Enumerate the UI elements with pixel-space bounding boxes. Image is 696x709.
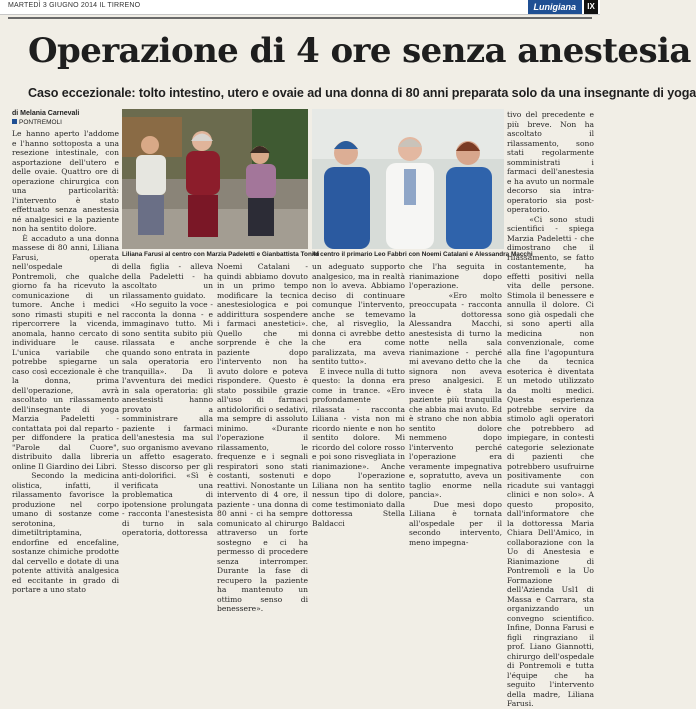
article-column-2: della figlia - alleva della Padeletti - ha ascoltato un rilassamento guidato. «Ho seguito la voce - racconta la donna - e immaginavo tutto. Mi sono sentita subito più rilassata e anche quando sono entrata in sala operatoria ero tranquilla». Da lì l'avventura dei medici in sala operatoria: gli anestesisti hanno provato a somministrare alla paziente i farmaci dell'anestesia ma sul suo organismo avevano un affetto esagerato. Stesso discorso per gli anti-dolorifici. «Sì è verificata una problematica di ipotensione prolungata - racconta l'anestesista di turno in sala operatoria, dottoressa <box>122 262 213 537</box>
article-column-5: che l'ha seguita in rianimazione dopo l'operazione. «Ero molto preoccupata - racconta la dottoressa Alessandra Macchi, anestesista di turno la notte nella sala rianimazione - perché mi avevano detto che la signora non aveva preso analgesici. E invece è stata la paziente più tranquilla che abbia mai avuto. Ed è strano che non abbia sentito dolore nemmeno dopo l'intervento perché l'operazione era veramente impegnativa e, sopratutto, aveva un taglio enorme nella pancia». Due mesi dopo Liliana è tornata all'ospedale per il secondo intervento, meno impegna- <box>409 262 503 547</box>
page-number: IX <box>584 0 598 14</box>
article-column-4: un adeguato supporto analgesico, ma in realtà non lo aveva. Abbiamo deciso di continuare comunque l'intervento, anche se temevamo che, al risveglio, la donna ci avrebbe detto che era come paralizzata, ma aveva sentito tutto». E invece nulla di tutto questo: la donna era come in trance. «Ero profondamente rilassata - racconta Liliana - vista non mi ricordo niente e non ho sentito dolore. Mi ricordo del colore rosso e poi sono risvegliata in rianimazione». Anche dopo l'operazione Liliana non ha sentito nessun tipo di dolore, come testimoniato dalla dottoressa Stella Baldacci <box>312 262 405 528</box>
dateline-place-text: PONTREMOLI <box>19 119 62 126</box>
photo-three-women-image <box>122 109 308 249</box>
dateline-marker-icon <box>12 119 17 124</box>
article-title: Operazione di 4 ore senza anestesia <box>28 31 691 71</box>
article-column-1: Le hanno aperto l'addome e l'hanno sottoposta a una resezione intestinale, con asportazione dell'utero e delle ovaie. Quattro ore di operazione chirurgica con una particolarità: l'intervento è stato effettuato senza anestesia né analgesici e la paziente non ha sentito dolore. È accaduto a una donna massese di 80 anni, Liliana Farusi, operata nell'ospedale di Pontremoli, che qualche giorno fa ha ricevuto la comunicazione di un tumore. Anche i medici sono rimasti stupiti e nel ripercorrere la vicenda, anomala, hanno cercato di individuare le cause. L'unica variabile che potrebbe spiegarne un caso così eccezionale è che la donna, prima dell'operazione, avrà ascoltato un rilassamento dell'insegnante di yoga Marzia Padeletti - contattata poi dal reparto - per diffondere la pratica "Parole dal Cuore", distribuito dalla libreria online Il Giardino dei Libri. Secondo la medicina olistica, infatti, il rilassamento favorisce la produzione nel corpo umano di sostanze come serotonina, dimetiltriptamina, endorfine ed encefaline, sostanze chimiche prodotte dal cervello e dotate di una potente attività analgesica ed eccitante in grado di portare a uno stato <box>12 129 119 594</box>
author-byline: di Melania Carnevali <box>12 110 80 117</box>
photo-caption-1: Liliana Farusi al centro con Marzia Padeletti e Gianbattista Tonini <box>122 251 320 258</box>
photo-three-women <box>122 109 308 249</box>
dateline-place <box>12 119 62 126</box>
photo-caption-2: Al centro il primario Leo Fabbri con Noemi Catalani e Alessandra Macchi <box>312 251 533 258</box>
issue-dateline: MARTEDÌ 3 GIUGNO 2014 IL TIRRENO <box>8 2 141 9</box>
section-label: Lunigiana <box>528 0 583 14</box>
article-column-3: Noemi Catalani - quindi abbiamo dovuto in un primo tempo modificare la tecnica anestesiologica e poi addirittura sospendere i farmaci anestetici». Quello che mi sorprende è che la paziente dopo l'intervento non ha avuto dolore e poteva rispondere. Questo è stato possibile grazie all'uso di farmaci antidolorifici o sedativi, ma sempre di assoluto minimo. «Durante l'operazione il rilassamento, le frequenze e i segnali respiratori sono stati costanti, sostenuti e reattivi. Nonostante un intervento di 4 ore, il paziente - una donna di 80 anni - ci ha sempre comunicato al chirurgo attraverso un forte sostegno e ci ha permesso di procedere senza interromper. Durante la fase di recupero la paziente ha mantenuto un ottimo senso di benessere». <box>217 262 311 613</box>
article-subtitle: Caso eccezionale: tolto intestino, utero e ovaie ad una donna di 80 anni preparata solo da una insegnante di yoga <box>28 86 696 100</box>
photo-medical-staff <box>312 109 504 249</box>
header-rule <box>8 17 592 19</box>
photo-medical-staff-image <box>312 109 504 249</box>
article-column-6: tivo del precedente e più breve. Non ha ascoltato il rilassamento, sono stati regolarmente somministrati i farmaci dell'anestesia e ha avuto un normale decorso sia intra-operatorio sia post-operatorio. «Ci sono studi scientifici - spiega Marzia Padeletti - che dimostrano che il rilassamento, se fatto costantemente, ha effetti positivi nella vita delle persone. Stimola il benessere e annulla il dolore. Ci sono già ospedali che si sono aperti alla medicina non convenzionale, come alla fine l'agopuntura che da tecnica esoterica è diventata un metodo utilizzato da molti medici. Questa esperienza potrebbe servire da stimolo agli operatori che potrebbero ad impiegare, in contesti categorie selezionate di pazienti che potrebbero usufruirne positivamente con ricadute sui vantaggi clinici e non solo». A questo proposito, dall'informatore che la dottoressa Maria Chiara Dell'Amico, in collaborazione con la Uo di Anestesia e Rianimazione di Pontremoli e la Uo Formazione dell'Azienda Usl1 di Massa e Carrara, sta organizzando un convegno scientifico. Infine, Donna Farusi e figli ringraziano il prof. Liano Giannotti, chirurgo dell'ospedale di Pontremoli e tutta l'équipe che ha seguito l'intervento della madre, Liliana Farusi. <box>507 110 594 708</box>
newspaper-header <box>0 0 600 15</box>
